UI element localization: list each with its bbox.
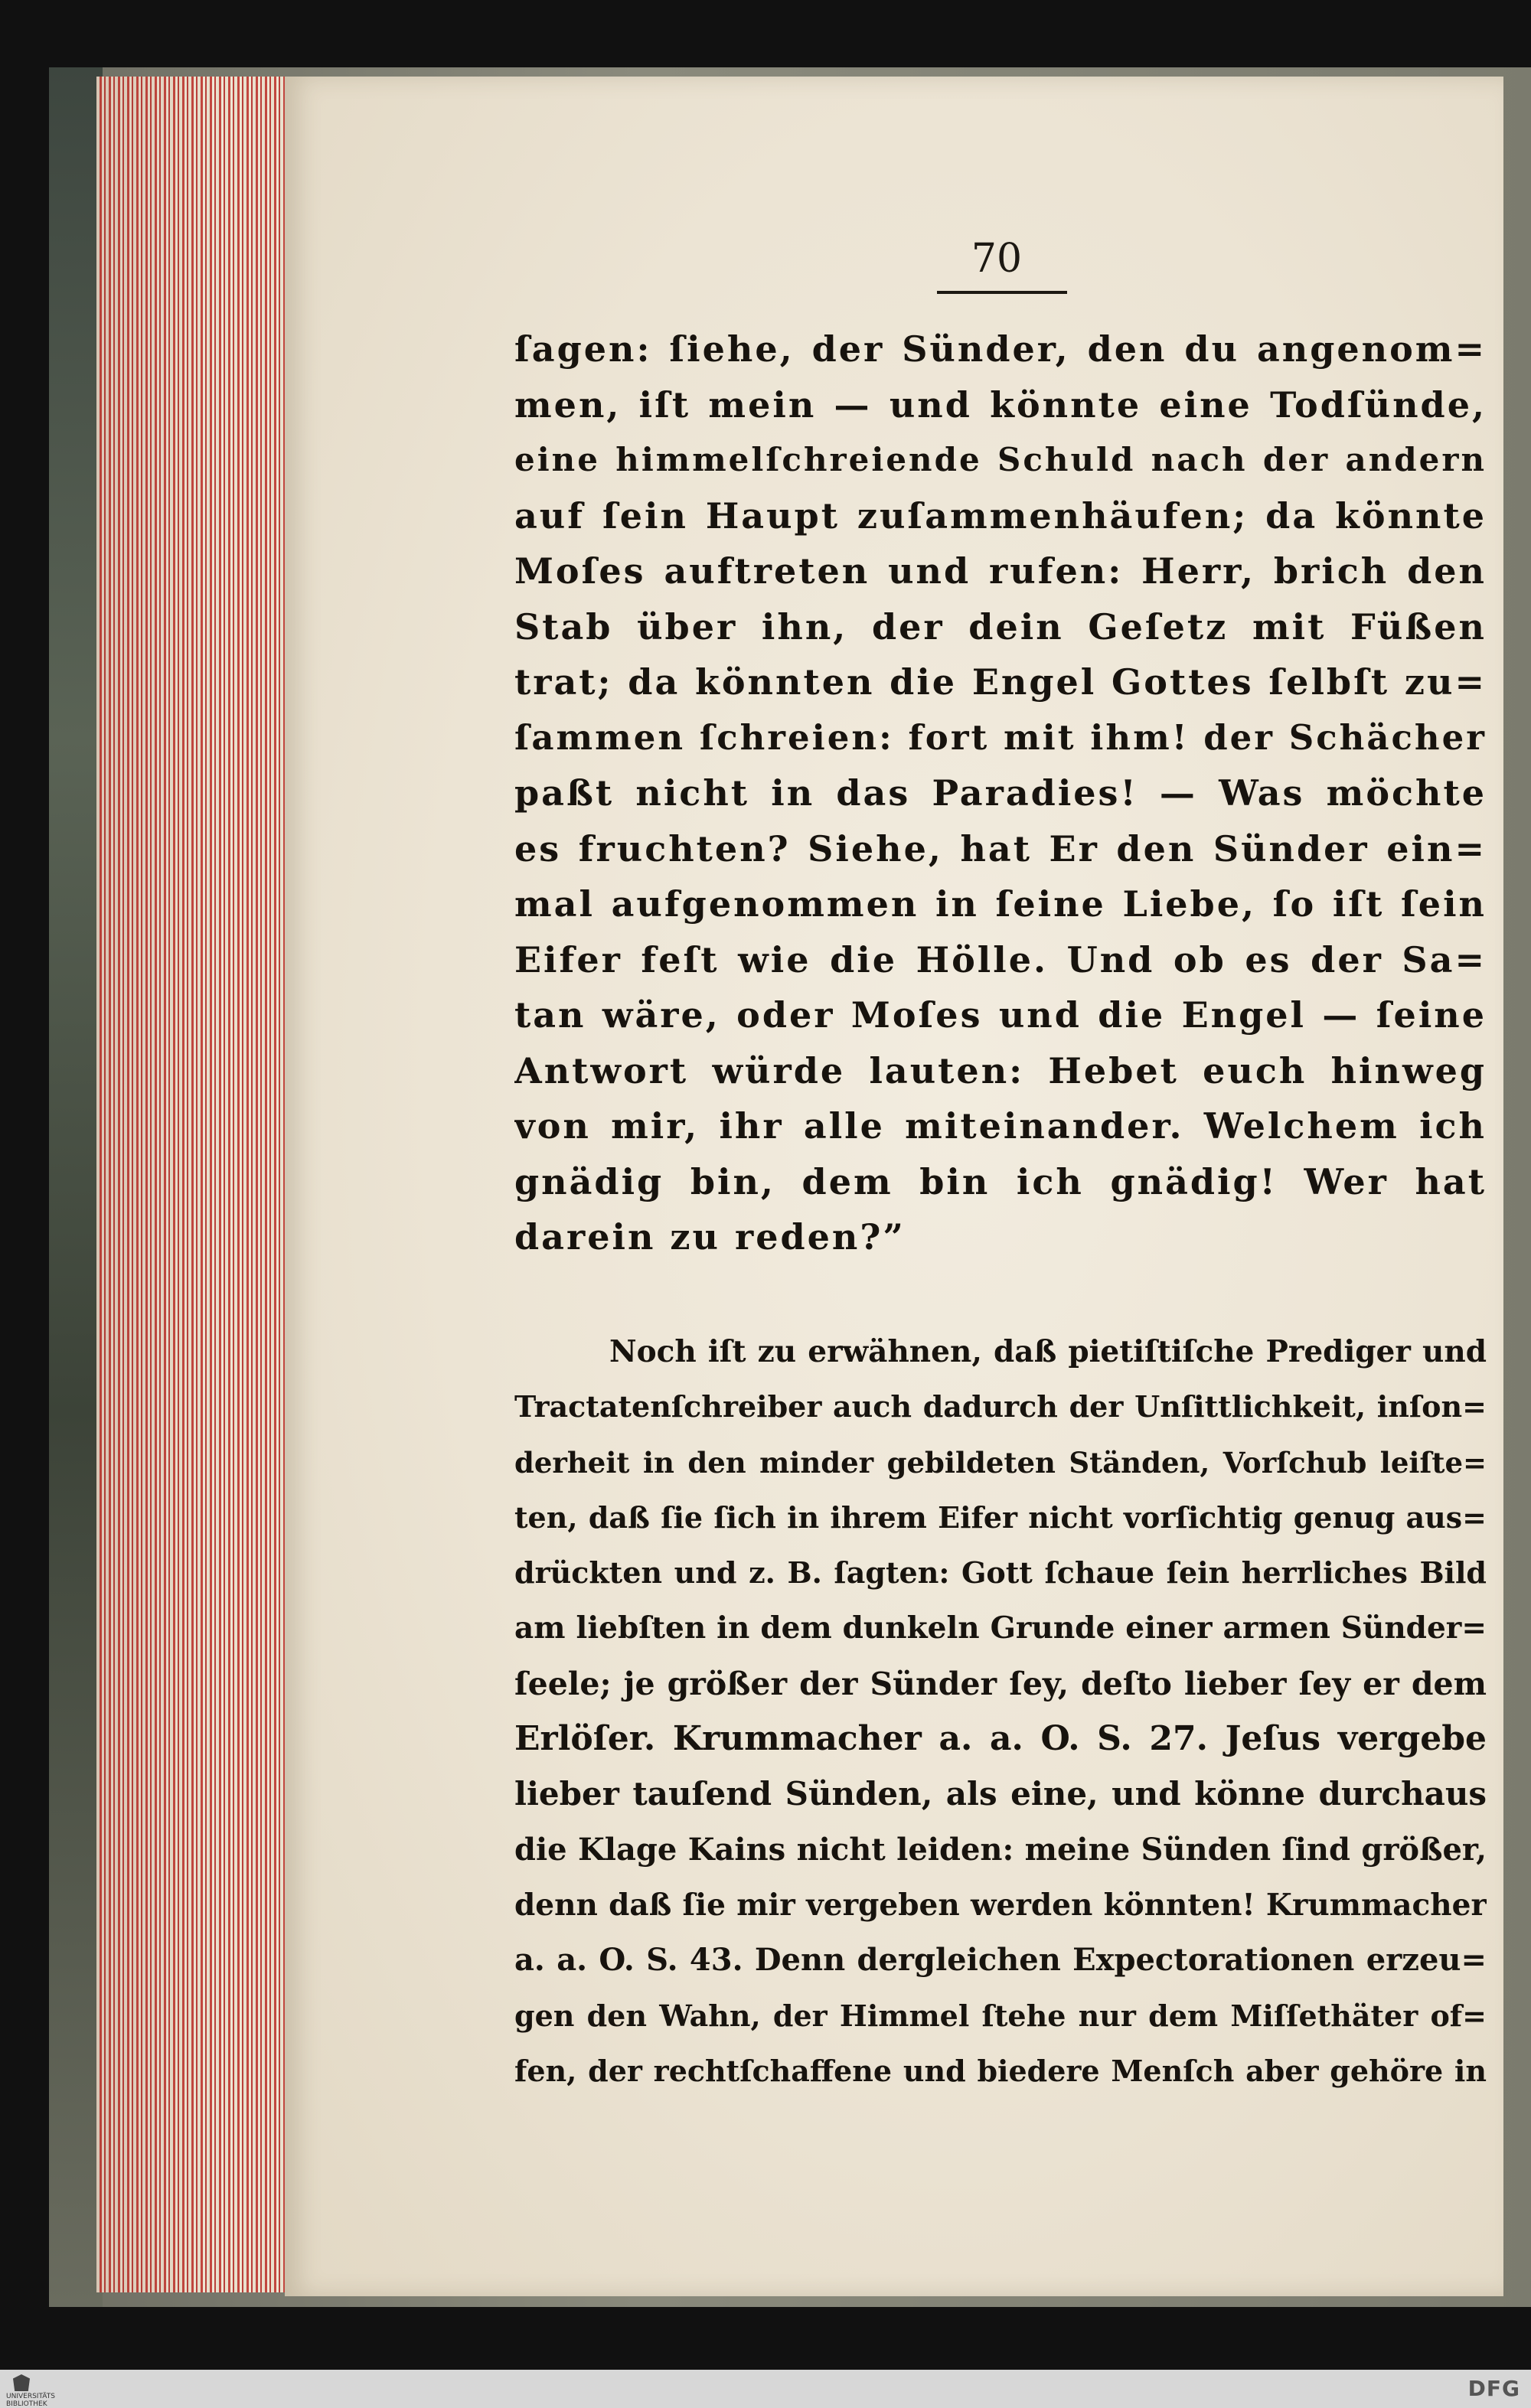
text-line: derheit in den minder gebildeten Ständen, Vorſchub leiſte= <box>514 1445 1487 1480</box>
text-line: gen den Wahn, der Himmel ſtehe nur dem Miſſethäter of= <box>514 1998 1487 2033</box>
text-line: lieber tauſend Sünden, als eine, und könne durchaus <box>514 1775 1487 1813</box>
text-line: Eifer feſt wie die Hölle. Und ob es der Sa= <box>514 938 1487 980</box>
viewer-footer-bar <box>0 2370 1531 2408</box>
dfg-logo: DFG <box>1467 2376 1520 2401</box>
library-logo-caption: UNIVERSITÄTS BIBLIOTHEK <box>6 2393 55 2408</box>
text-line: Antwort würde lauten: Hebet euch hinweg <box>514 1049 1487 1091</box>
paragraph-spaced-quote <box>514 321 1487 1265</box>
text-line: trat; da könnten die Engel Gottes ſelbſt zu= <box>514 661 1487 703</box>
text-line: drückten und z. B. ſagten: Gott ſchaue ſein herrliches Bild <box>514 1555 1487 1591</box>
text-line: Erlöſer. Krummacher a. a. O. S. 27. Jeſus vergebe <box>514 1719 1487 1759</box>
page-number: 70 <box>971 236 1023 282</box>
text-line: eine himmelſchreiende Schuld nach der andern <box>514 441 1487 478</box>
library-logo <box>6 2374 55 2408</box>
page-number-rule <box>937 291 1067 294</box>
library-crest-icon <box>13 2374 30 2391</box>
text-line: tan wäre, oder Moſes und die Engel — ſeine <box>514 994 1487 1036</box>
text-line: Tractatenſchreiber auch dadurch der Unſittlichkeit, inſon= <box>514 1389 1487 1424</box>
text-line: es fruchten? Siehe, hat Er den Sünder ein= <box>514 827 1487 870</box>
text-line: Stab über ihn, der dein Geſetz mit Füßen <box>514 605 1487 648</box>
text-line: am liebſten in dem dunkeln Grunde einer armen Sünder= <box>514 1610 1487 1646</box>
text-line: ten, daß ſie ſich in ihrem Eifer nicht vorſichtig genug aus= <box>514 1499 1487 1535</box>
text-line: men, iſt mein — und könnte eine Todſünde, <box>514 383 1487 426</box>
text-line: die Klage Kains nicht leiden: meine Sünden ſind größer, <box>514 1831 1487 1868</box>
text-line: Noch iſt zu erwähnen, daß pietiſtiſche Prediger und <box>609 1334 1487 1369</box>
book-spine-edge <box>49 67 103 2307</box>
text-line: ſagen: ſiehe, der Sünder, den du angenom= <box>514 328 1487 370</box>
text-line: gnädig bin, dem bin ich gnädig! Wer hat <box>514 1160 1487 1202</box>
text-line: Moſes auftreten und rufen: Herr, brich den <box>514 550 1487 592</box>
paragraph-body <box>514 1324 1487 2099</box>
text-line: ſammen ſchreien: fort mit ihm! der Schächer <box>514 716 1487 758</box>
text-line: von mir, ihr alle miteinander. Welchem ich <box>514 1105 1487 1147</box>
red-page-edges <box>96 77 288 2292</box>
text-line: a. a. O. S. 43. Denn dergleichen Expectorationen erzeu= <box>514 1942 1487 1979</box>
text-line: ſeele; je größer der Sünder ſey, deſto lieber ſey er dem <box>514 1665 1487 1702</box>
text-line: fen, der rechtſchaffene und biedere Menſch aber gehöre in <box>514 2053 1487 2088</box>
text-line: paßt nicht in das Paradies! — Was möchte <box>514 772 1487 814</box>
text-line: darein zu reden?” <box>514 1216 906 1258</box>
text-line: auf ſein Haupt zuſammenhäufen; da könnte <box>514 494 1487 537</box>
text-line: mal aufgenommen in ſeine Liebe, ſo iſt ſein <box>514 883 1487 925</box>
text-line: denn daß ſie mir vergeben werden könnten! Krummacher <box>514 1887 1487 1923</box>
